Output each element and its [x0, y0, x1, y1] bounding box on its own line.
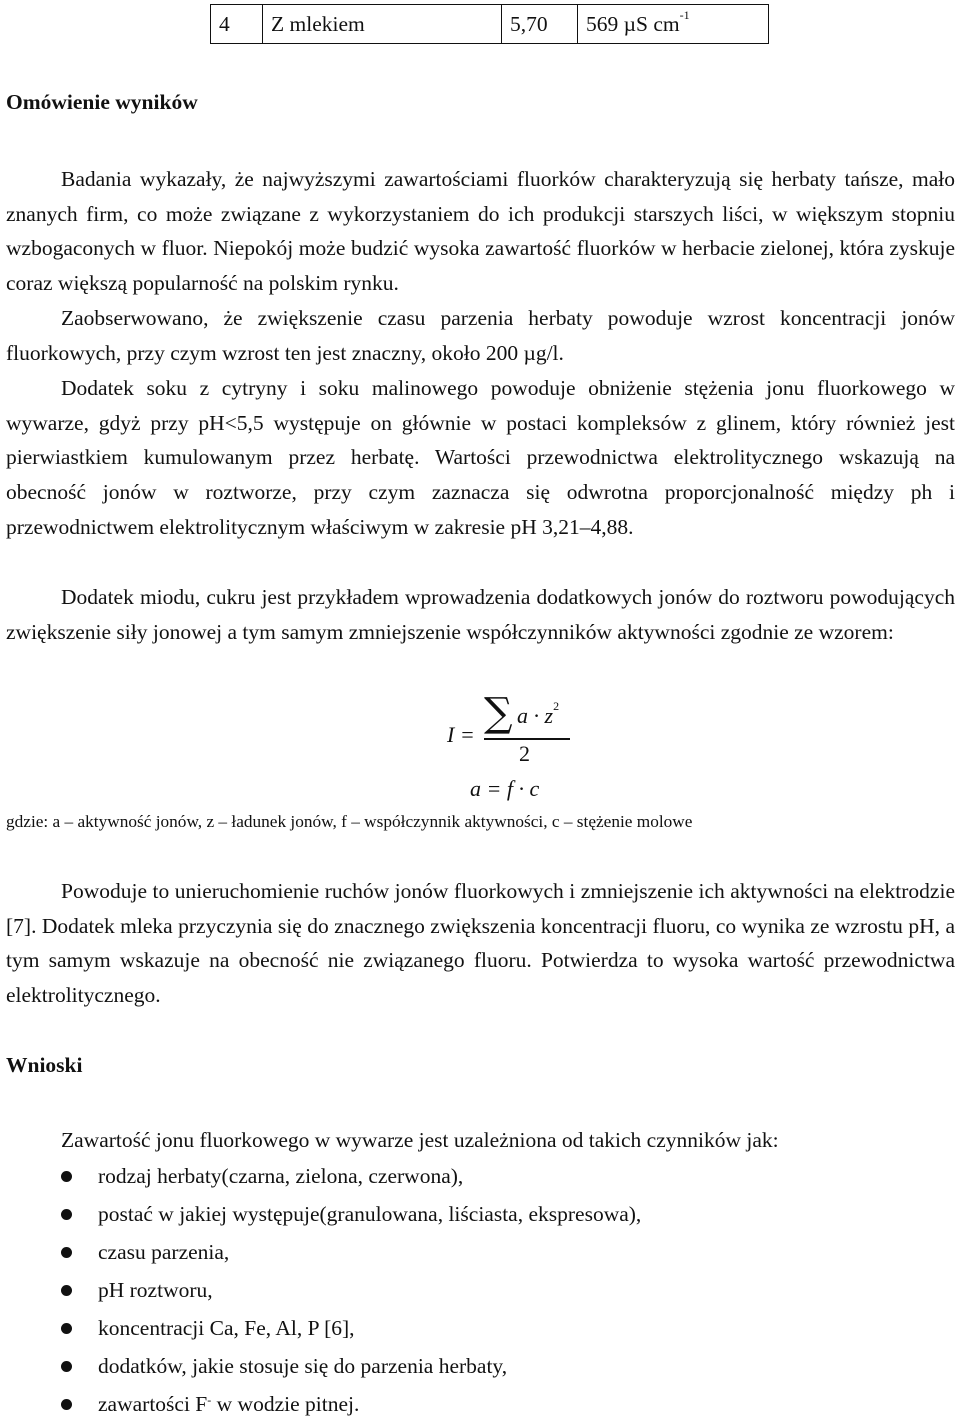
list-item: pH roztworu,: [6, 1271, 641, 1309]
bullet-icon: [61, 1361, 72, 1372]
section-title-omowienie: Omówienie wyników: [6, 90, 198, 114]
section-title-wnioski: Wnioski: [6, 1053, 83, 1077]
sample-name: Z mlekiem: [263, 5, 502, 44]
paragraph-2: Zaobserwowano, że zwiększenie czasu parzenia herbaty powoduje wzrost koncentracji jonów fluorkowych, przy czym wzrost ten jest znaczny, około 200 µg/l.: [6, 306, 955, 365]
formula-activity: a = f · c: [470, 776, 540, 801]
formula-legend: gdzie: a – aktywność jonów, z – ładunek jonów, f – współczynnik aktywności, c – stężenie molowe: [6, 812, 693, 831]
formula-lhs: I =: [447, 722, 475, 747]
bullet-icon: [61, 1171, 72, 1182]
paragraph-1: Badania wykazały, że najwyższymi zawartościami fluorków charakteryzują się herbaty tańsze, mało znanych firm, co może związane z wykorzystaniem do ich produkcji starszych liści, w większym stopniu wzbogaconych w fluor. Niepokój może budzić wysoka zawartość fluorków w herbacie zielonej, która zyskuje coraz większą popularność na polskim rynku.: [6, 167, 955, 296]
list-item: rodzaj herbaty(czarna, zielona, czerwona),: [6, 1157, 641, 1195]
sample-ph: 5,70: [502, 5, 578, 44]
bullet-icon: [61, 1247, 72, 1258]
bullet-icon: [61, 1399, 72, 1410]
paragraph-4: Dodatek miodu, cukru jest przykładem wprowadzenia dodatkowych jonów do roztworu powodujących zwiększenie siły jonowej a tym samym zmniejszenie współczynników aktywności zgodnie ze wzorem:: [6, 585, 955, 644]
factors-list: [6, 1157, 641, 1423]
list-item: zawartości F- w wodzie pitnej.: [6, 1385, 641, 1423]
sum-symbol: ∑: [484, 690, 513, 736]
results-table-row: [210, 4, 769, 44]
paragraph-6: Zawartość jonu fluorkowego w wywarze jest uzależniona od takich czynników jak:: [61, 1128, 779, 1152]
formula-numerator: $a \cdot z^2$: [517, 699, 560, 728]
bullet-icon: [61, 1285, 72, 1296]
bullet-icon: [61, 1209, 72, 1220]
paragraph-3: Dodatek soku z cytryny i soku malinowego powoduje obniżenie stężenia jonu fluorkowego w wywarze, gdyż przy pH<5,5 występuje on głównie w postaci kompleksów z glinem, który również jest pierwiastkiem kumulowanym przez herbatę. Wartości przewodnictwa elektrolitycznego wskazują na obecność jonów w roztworze, przy czym zaznacza się odwrotna proporcjonalność między ph i przewodnictwem elektrolitycznym właściwym w zakresie pH 3,21–4,88.: [6, 376, 955, 539]
list-item: dodatków, jakie stosuje się do parzenia herbaty,: [6, 1347, 641, 1385]
list-item: czasu parzenia,: [6, 1233, 641, 1271]
formula-denominator: 2: [519, 741, 530, 766]
list-item: postać w jakiej występuje(granulowana, liściasta, ekspresowa),: [6, 1195, 641, 1233]
fraction-line: [484, 738, 570, 740]
paragraph-5: Powoduje to unieruchomienie ruchów jonów fluorkowych i zmniejszenie ich aktywności na elektrodzie [7]. Dodatek mleka przyczynia się do znacznego zwiększenia koncentracji fluoru, co wynika ze wzrostu pH, a tym samym wskazuje na obecność nie związanego fluoru. Potwierdza to wysoka wartość przewodnictwa elektrolitycznego.: [6, 879, 955, 1008]
list-item: koncentracji Ca, Fe, Al, P [6],: [6, 1309, 641, 1347]
sample-conductivity: 569 µS $cm^{-1}$: [578, 5, 769, 44]
bullet-icon: [61, 1323, 72, 1334]
sample-number: 4: [211, 5, 263, 44]
